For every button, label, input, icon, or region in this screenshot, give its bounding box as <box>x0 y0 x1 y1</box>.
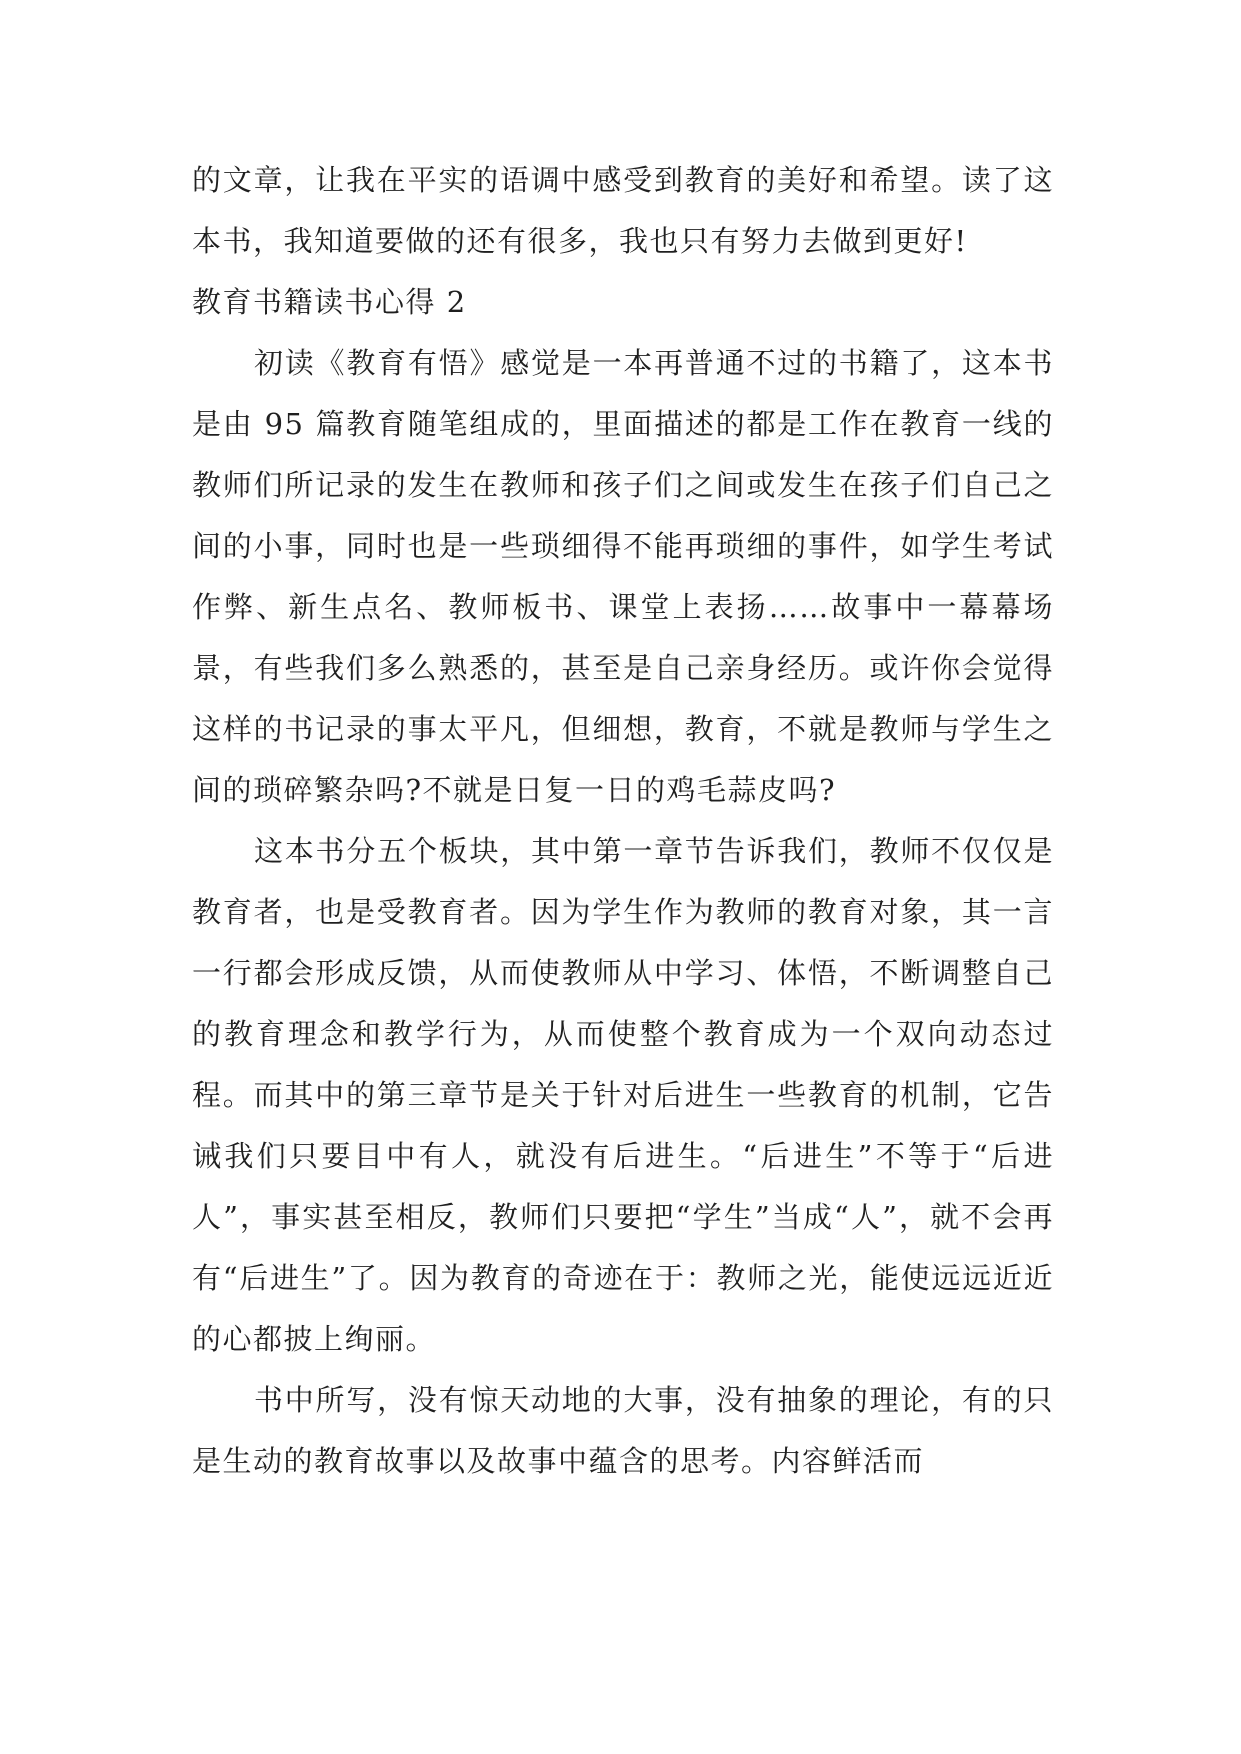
body-paragraph: 初读《教育有悟》感觉是一本再普通不过的书籍了，这本书是由 95 篇教育随笔组成的，里面描述的都是工作在教育一线的教师们所记录的发生在教师和孩子们之间或发生在孩子们自己之间的小事，同时也是一些琐细得不能再琐细的事件，如学生考试作弊、新生点名、教师板书、课堂上表扬……故事中一幕幕场景，有些我们多么熟悉的，甚至是自己亲身经历。或许你会觉得这样的书记录的事太平凡，但细想，教育，不就是教师与学生之间的琐碎繁杂吗?不就是日复一日的鸡毛蒜皮吗? <box>192 346 1054 807</box>
continuation-paragraph: 的文章，让我在平实的语调中感受到教育的美好和希望。读了这本书，我知道要做的还有很多，我也只有努力去做到更好! <box>192 163 1054 258</box>
document-page <box>192 150 1054 1492</box>
body-paragraph: 这本书分五个板块，其中第一章节告诉我们，教师不仅仅是教育者，也是受教育者。因为学生作为教师的教育对象，其一言一行都会形成反馈，从而使教师从中学习、体悟，不断调整自己的教育理念和教学行为，从而使整个教育成为一个双向动态过程。而其中的第三章节是关于针对后进生一些教育的机制，它告诫我们只要目中有人，就没有后进生。“后进生”不等于“后进人”，事实甚至相反，教师们只要把“学生”当成“人”，就不会再有“后进生”了。因为教育的奇迹在于：教师之光，能使远远近近的心都披上绚丽。 <box>192 834 1054 1356</box>
section-heading: 教育书籍读书心得 2 <box>192 285 467 319</box>
body-paragraph: 书中所写，没有惊天动地的大事，没有抽象的理论，有的只是生动的教育故事以及故事中蕴含的思考。内容鲜活而 <box>192 1383 1054 1478</box>
